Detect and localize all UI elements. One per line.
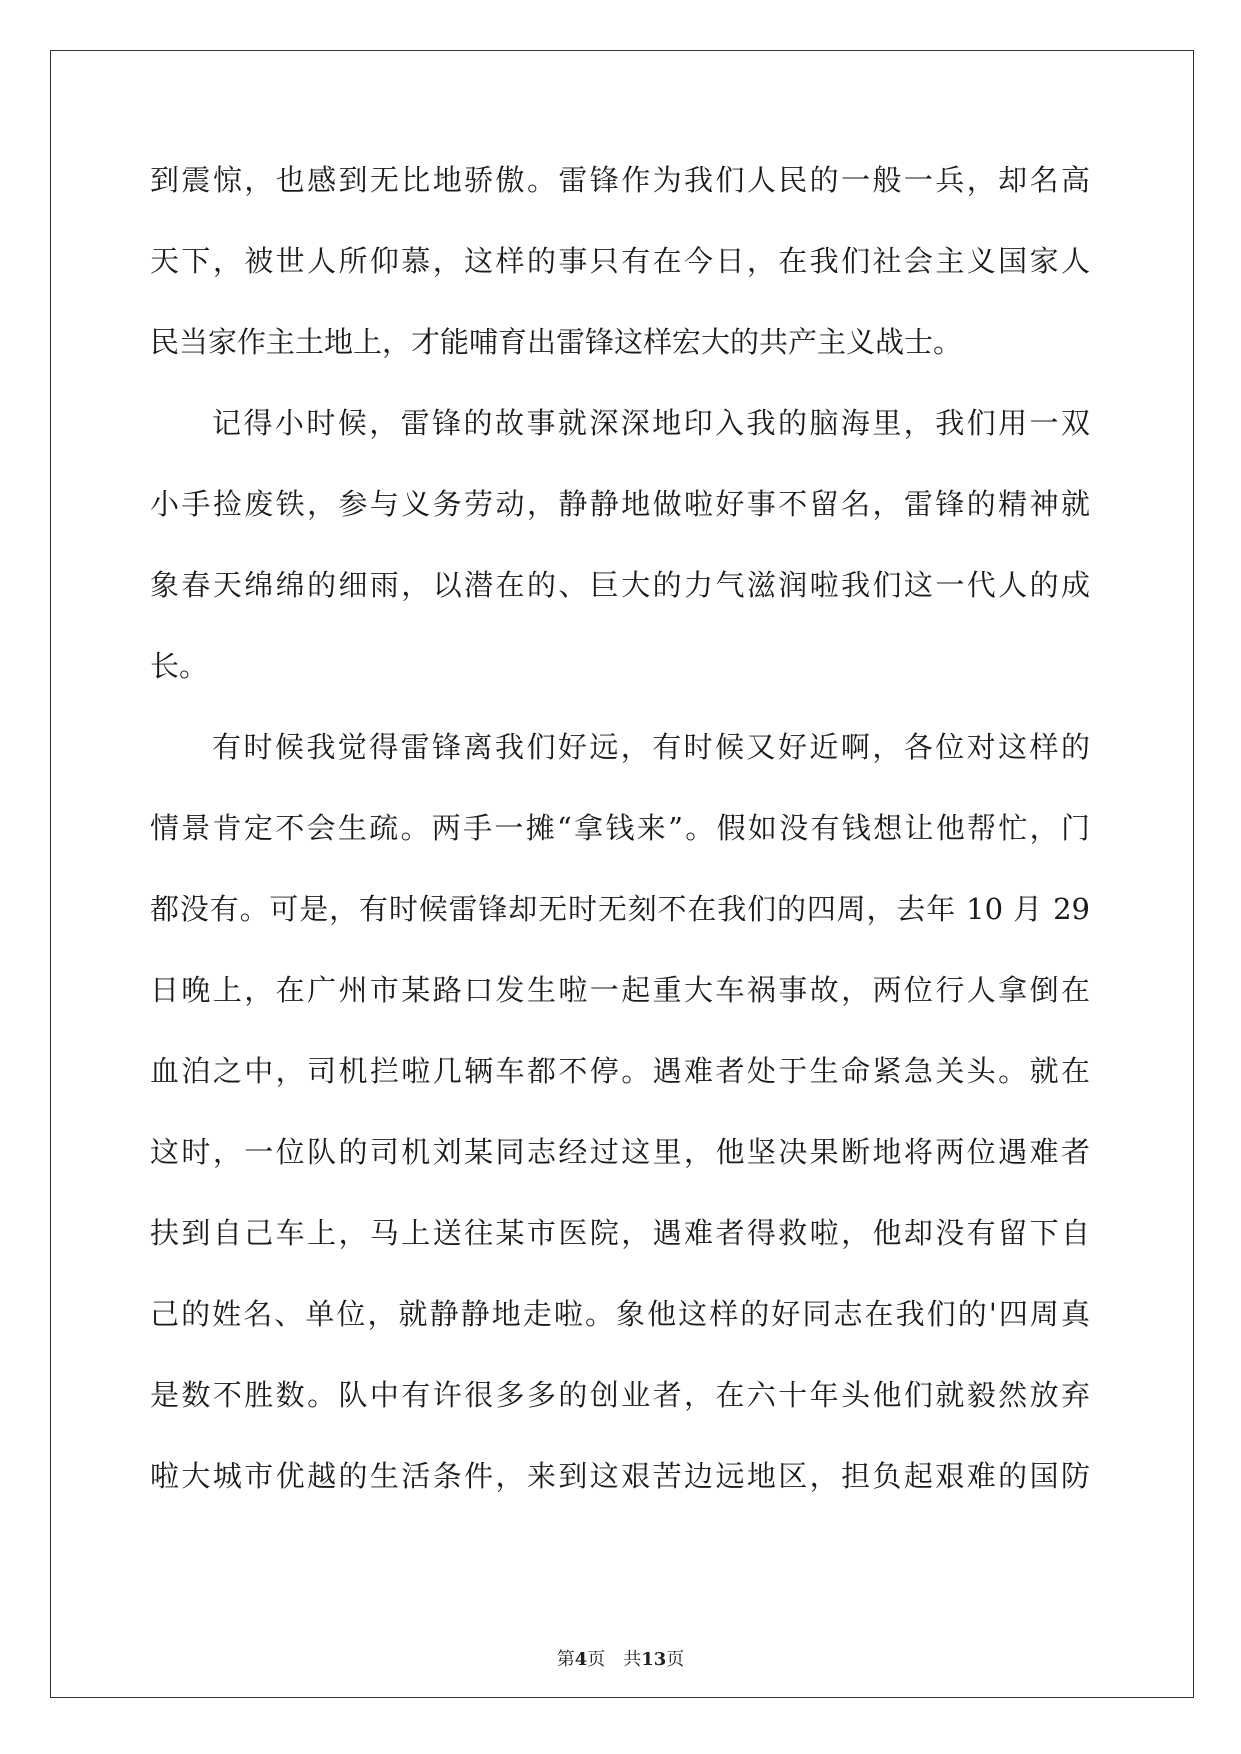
current-page-number: 4 xyxy=(574,1649,588,1670)
document-body xyxy=(150,160,1090,1537)
total-page-count: 13 xyxy=(641,1649,667,1670)
text-line: 都没有。可是，有时候雷锋却无时无刻不在我们的四周，去年 10 月 29 xyxy=(150,892,1090,926)
total-suffix: 页 xyxy=(666,1649,685,1670)
text-line: 血泊之中，司机拦啦几辆车都不停。遇难者处于生命紧急关头。就在 xyxy=(150,1054,1090,1088)
paragraph-first-line: 有时候我觉得雷锋离我们好远，有时候又好近啊，各位对这样的 xyxy=(212,730,1090,764)
page-prefix: 第 xyxy=(556,1649,575,1670)
text-line: 啦大城市优越的生活条件，来到这艰苦边远地区，担负起艰难的国防 xyxy=(150,1459,1090,1493)
page-suffix: 页 xyxy=(587,1649,606,1670)
text-line: 扶到自己车上，马上送往某市医院，遇难者得救啦，他却没有留下自 xyxy=(150,1216,1090,1250)
total-prefix: 共 xyxy=(623,1649,642,1670)
text-line: 到震惊，也感到无比地骄傲。雷锋作为我们人民的一般一兵，却名高 xyxy=(150,163,1090,197)
text-line: 象春天绵绵的细雨，以潜在的、巨大的力气滋润啦我们这一代人的成 xyxy=(150,568,1090,602)
text-line: 情景肯定不会生疏。两手一摊“拿钱来”。假如没有钱想让他帮忙，门 xyxy=(150,811,1090,845)
text-line: 长。 xyxy=(150,649,209,683)
text-line: 己的姓名、单位，就静静地走啦。象他这样的好同志在我们的'四周真 xyxy=(150,1297,1090,1331)
text-line: 小手捡废铁，参与义务劳动，静静地做啦好事不留名，雷锋的精神就 xyxy=(150,487,1090,521)
text-line: 天下，被世人所仰慕，这样的事只有在今日，在我们社会主义国家人 xyxy=(150,244,1090,278)
text-line: 是数不胜数。队中有许很多多的创业者，在六十年头他们就毅然放弃 xyxy=(150,1378,1090,1412)
text-line: 民当家作主土地上，才能哺育出雷锋这样宏大的共产主义战士。 xyxy=(150,325,963,359)
page-footer xyxy=(0,1648,1241,1672)
text-line: 这时，一位队的司机刘某同志经过这里，他坚决果断地将两位遇难者 xyxy=(150,1135,1090,1169)
paragraph-first-line: 记得小时候，雷锋的故事就深深地印入我的脑海里，我们用一双 xyxy=(212,406,1090,440)
text-line: 日晚上，在广州市某路口发生啦一起重大车祸事故，两位行人拿倒在 xyxy=(150,973,1090,1007)
